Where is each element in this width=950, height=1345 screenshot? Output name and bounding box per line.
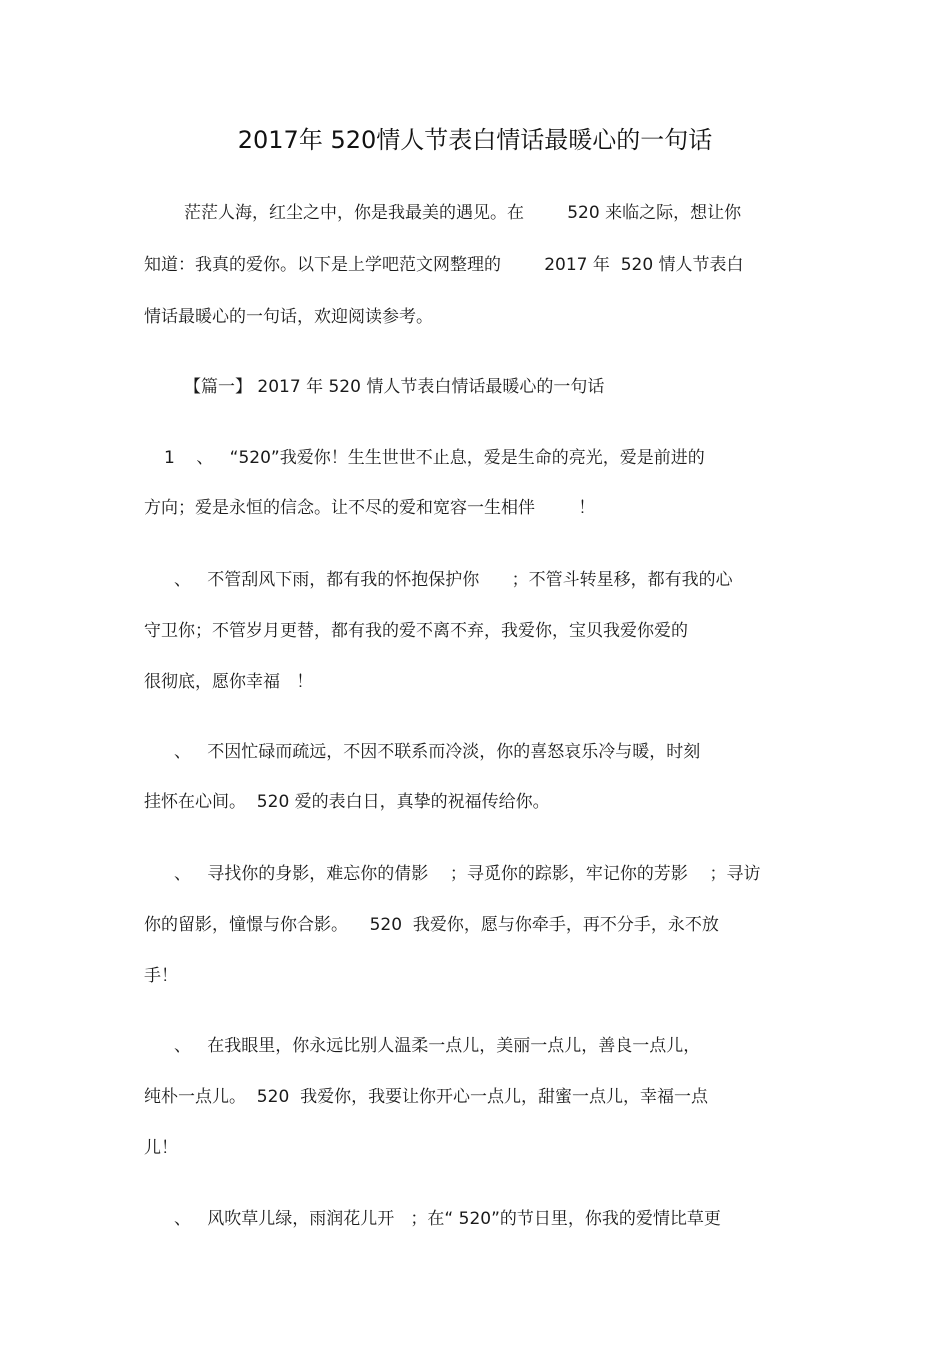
item-line: 、 寻找你的身影，难忘你的倩影 ；寻觅你的踪影，牢记你的芳影 ；寻访 [174, 864, 761, 884]
item-line: 手！ [144, 966, 178, 986]
item-line: 挂怀在心间。 520 爱的表白日，真挚的祝福传给你。 [144, 792, 550, 812]
item-line: 你的留影，憧憬与你合影。 520 我爱你，愿与你牵手，再不分手，永不放 [144, 915, 719, 935]
item-line: 纯朴一点儿。 520 我爱你，我要让你开心一点儿，甜蜜一点儿，幸福一点 [144, 1087, 709, 1107]
intro-line: 茫茫人海，红尘之中，你是我最美的遇见。在 520 来临之际，想让你 [184, 203, 742, 223]
item-line: 、 风吹草儿绿，雨润花儿开 ；在“ 520”的节日里，你我的爱情比草更 [174, 1209, 721, 1229]
item-line: 、 在我眼里，你永远比别人温柔一点儿，美丽一点儿，善良一点儿， [174, 1036, 701, 1056]
item-line: 1 、 “520”我爱你！生生世世不止息，爱是生命的亮光，爱是前进的 [164, 448, 705, 468]
item-line: 儿！ [144, 1138, 178, 1158]
item-line: 方向；爱是永恒的信念。让不尽的爱和宽容一生相伴 ！ [144, 498, 596, 518]
item-line: 守卫你；不管岁月更替，都有我的爱不离不弃，我爱你，宝贝我爱你爱的 [144, 621, 688, 641]
item-line: 、 不管刮风下雨，都有我的怀抱保护你 ；不管斗转星移，都有我的心 [174, 570, 733, 590]
intro-line: 知道：我真的爱你。以下是上学吧范文网整理的 2017 年 520 情人节表白 [144, 255, 744, 275]
intro-line: 情话最暖心的一句话，欢迎阅读参考。 [144, 307, 433, 327]
item-line: 很彻底，愿你幸福 ！ [144, 672, 314, 692]
item-line: 、 不因忙碌而疏远，不因不联系而冷淡，你的喜怒哀乐冷与暖，时刻 [174, 742, 701, 762]
section-heading: 【篇一】 2017 年 520 情人节表白情话最暖心的一句话 [184, 377, 605, 397]
document-title: 2017年 520情人节表白情话最暖心的一句话 [237, 126, 713, 154]
